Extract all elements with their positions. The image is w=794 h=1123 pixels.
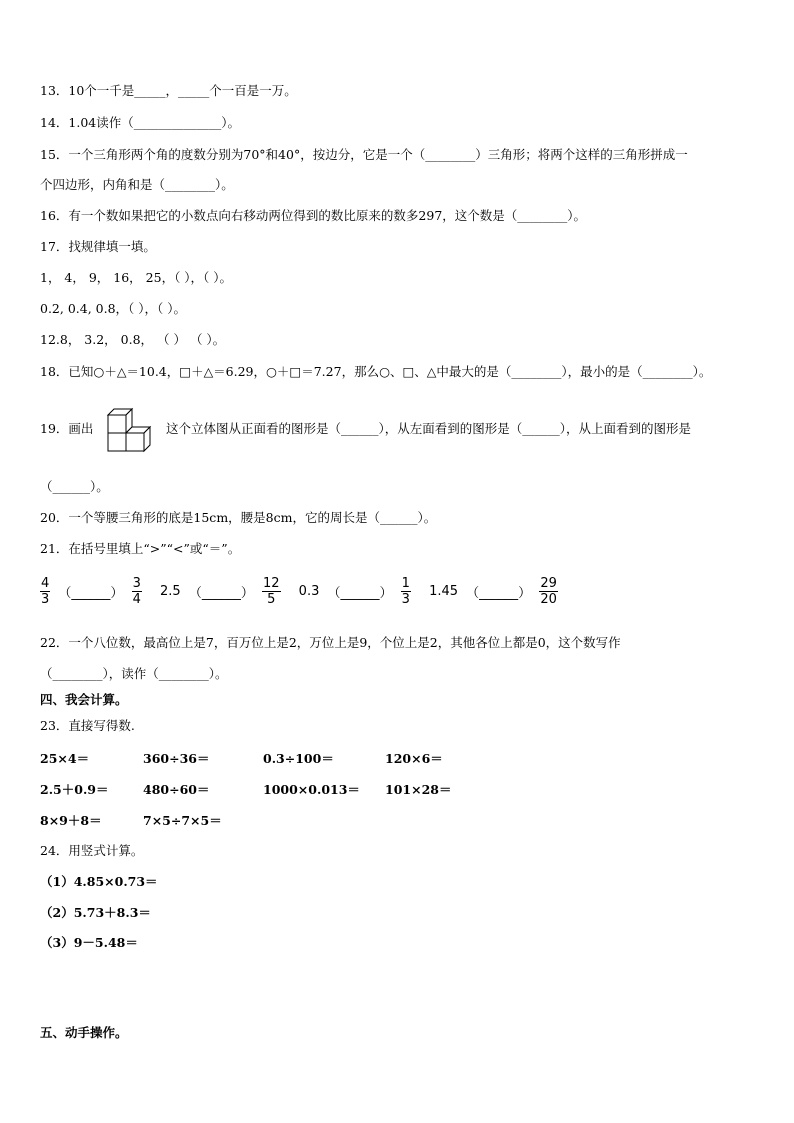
question-24: 24．用竖式计算。 bbox=[40, 843, 144, 858]
question-23: 23．直接写得数. bbox=[40, 718, 135, 733]
question-15-line2: 个四边形，内角和是（________）。 bbox=[40, 177, 234, 192]
question-22-line1: 22．一个八位数，最高位上是7，百万位上是2，万位上是9，个位上是2，其他各位上都是0，这个数写作 bbox=[40, 635, 621, 650]
calc-item: 480÷60＝ bbox=[143, 782, 210, 797]
cube-figure bbox=[104, 403, 154, 459]
question-20: 20．一个等腰三角形的底是15cm，腰是8cm，它的周长是（______）。 bbox=[40, 510, 437, 525]
calc-item: 25×4＝ bbox=[40, 751, 90, 766]
question-17-sequence-1: 1， 4， 9， 16， 25，（ ），（ ）。 bbox=[40, 270, 233, 285]
question-15-line1: 15．一个三角形两个角的度数分别为70°和40°，按边分，它是一个（________）三角形；将两个这样的三角形拼成一 bbox=[40, 147, 688, 162]
numerator: 12 bbox=[262, 576, 280, 591]
section-4-heading: 四、我会计算。 bbox=[40, 692, 128, 707]
calc-item: 101×28＝ bbox=[385, 782, 452, 797]
calc-item: 8×9＋8＝ bbox=[40, 813, 102, 828]
vertical-calc-item-2: （2）5.73＋8.3＝ bbox=[40, 905, 151, 920]
question-18: 18．已知○＋△＝10.4，□＋△＝6.29，○＋□＝7.27，那么○、□、△中最大的是（________），最小的是（________）。 bbox=[40, 364, 712, 379]
question-22-line2: （________），读作（________）。 bbox=[40, 666, 228, 681]
question-17-sequence-3: 12.8， 3.2， 0.8， （ ） （ ）。 bbox=[40, 332, 226, 347]
fraction bbox=[132, 576, 142, 607]
calc-item: 0.3÷100＝ bbox=[263, 751, 334, 766]
denominator: 3 bbox=[41, 592, 50, 607]
answer-blank: （______） bbox=[188, 586, 254, 601]
decimal-value: 1.45 bbox=[429, 584, 459, 599]
numerator: 29 bbox=[540, 576, 557, 591]
numerator: 1 bbox=[401, 576, 410, 591]
question-19-line2: （______）。 bbox=[40, 479, 109, 494]
fraction bbox=[539, 576, 558, 607]
denominator: 4 bbox=[132, 592, 141, 607]
fraction bbox=[40, 576, 50, 607]
numerator: 4 bbox=[41, 576, 50, 591]
decimal-value: 2.5 bbox=[160, 584, 181, 599]
question-19-text: 这个立体图从正面看的图形是（______），从左面看到的图形是（______），从上面看到的图形是 bbox=[166, 421, 692, 436]
question-16: 16．有一个数如果把它的小数点向右移动两位得到的数比原来的数多297，这个数是（________）。 bbox=[40, 208, 587, 223]
answer-blank: （______） bbox=[466, 586, 532, 601]
comparison-item bbox=[40, 576, 142, 607]
fraction bbox=[262, 576, 281, 607]
question-21-comparisons bbox=[40, 576, 572, 607]
vertical-calc-item-3: （3）9－5.48＝ bbox=[40, 935, 138, 950]
vertical-calc-item-1: （1）4.85×0.73＝ bbox=[40, 874, 158, 889]
answer-blank: （______） bbox=[58, 586, 124, 601]
numerator: 3 bbox=[132, 576, 141, 591]
question-21: 21．在括号里填上“>”“<”或“＝”。 bbox=[40, 541, 241, 556]
calc-item: 120×6＝ bbox=[385, 751, 443, 766]
calc-item: 1000×0.013＝ bbox=[263, 782, 360, 797]
question-14: 14．1.04读作（______________）。 bbox=[40, 115, 240, 130]
calc-item: 7×5÷7×5＝ bbox=[143, 813, 222, 828]
fraction bbox=[401, 576, 411, 607]
comparison-item bbox=[160, 576, 281, 607]
denominator: 3 bbox=[401, 592, 410, 607]
answer-blank: （______） bbox=[327, 586, 393, 601]
question-13: 13．10个一千是_____，_____个一百是一万。 bbox=[40, 83, 297, 98]
section-5-heading: 五、动手操作。 bbox=[40, 1025, 128, 1040]
comparison-item bbox=[429, 576, 558, 607]
comparison-item bbox=[299, 576, 411, 607]
calc-item: 360÷36＝ bbox=[143, 751, 210, 766]
calc-item: 2.5＋0.9＝ bbox=[40, 782, 109, 797]
question-17-sequence-2: 0.2, 0.4, 0.8，（ ），（ ）。 bbox=[40, 301, 186, 316]
question-17: 17．找规律填一填。 bbox=[40, 239, 156, 254]
decimal-value: 0.3 bbox=[298, 584, 320, 599]
denominator: 20 bbox=[540, 592, 557, 607]
denominator: 5 bbox=[267, 592, 276, 607]
question-19-prefix: 19．画出 bbox=[40, 421, 94, 436]
